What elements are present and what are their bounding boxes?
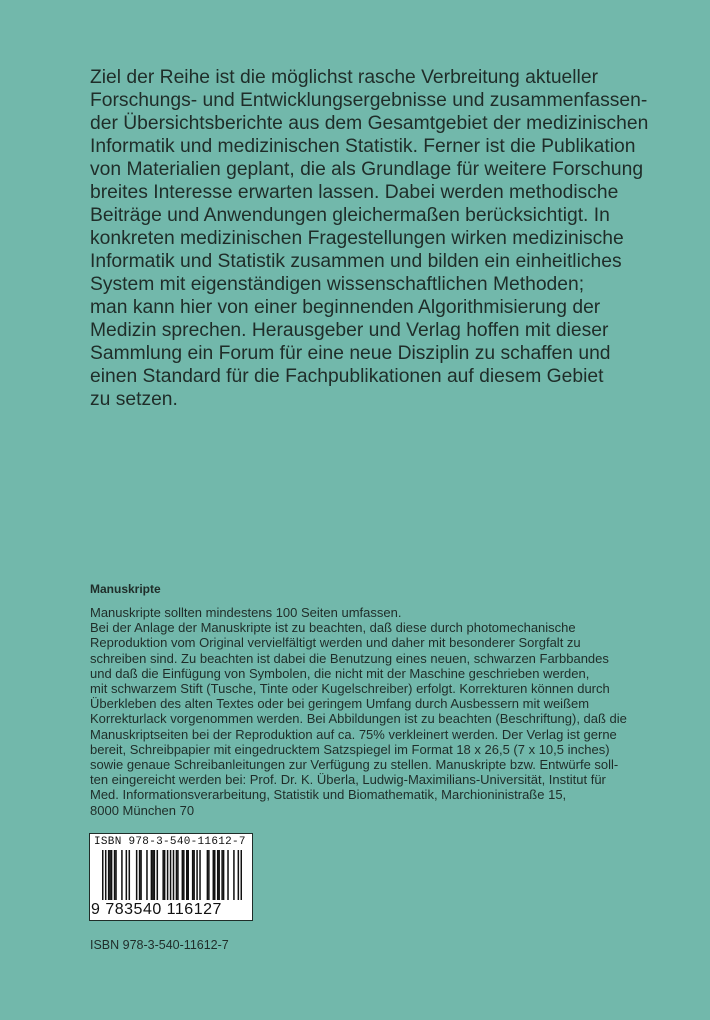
barcode-bar [176,850,178,900]
barcode-bar [126,850,128,900]
barcode-bar [187,850,189,900]
intro-line: der Übersichtsberichte aus dem Gesamtgebiet der medizinischen [90,113,649,134]
barcode-bar [199,850,201,900]
barcode-bar [108,850,110,900]
barcode-bar [109,850,111,900]
barcode-bar [177,850,179,900]
barcode-bar [151,850,153,900]
manuskripte-line: 8000 München 70 [90,802,195,818]
barcode-bar [223,850,225,900]
intro-line: Sammlung ein Forum für eine neue Disziplin zu schaffen und [90,343,611,364]
barcode-bar [233,850,235,900]
manuskripte-heading: Manuskripte [90,582,161,596]
manuskripte-line: sowie genaue Schreibanleitungen zur Verfügung zu stellen. Manuskripte bzw. Entwürfe soll- [90,757,619,773]
manuskripte-line: mit schwarzem Stift (Tusche, Tinte oder Kugelschreiber) erfolgt. Korrekturen können durch [90,681,610,697]
barcode-bar [238,850,240,900]
intro-line: breites Interesse erwarten lassen. Dabei werden methodische [90,182,619,203]
barcode-bar [167,850,169,900]
barcode-bar [186,850,188,900]
barcode-bar [193,850,195,900]
barcode-bar [173,850,175,900]
barcode-bar [146,850,148,900]
intro-line: Informatik und Statistik zusammen und bilden ein einheitliches [90,251,622,272]
barcode-bar [121,850,123,900]
barcode-bar [157,850,159,900]
barcode-bar [139,850,141,900]
intro-line: von Materialien geplant, die als Grundlage für weitere Forschung [90,159,644,180]
manuskripte-instructions [90,605,650,818]
intro-line: System mit eigenständigen wissenschaftlichen Methoden; [90,274,585,295]
barcode-bar [105,850,107,900]
barcode-bar [154,850,156,900]
barcode-bar [102,850,104,900]
intro-line: Informatik und medizinischen Statistik. Ferner ist die Publikation [90,136,636,157]
barcode-bar [217,850,219,900]
manuskripte-line: Med. Informationsverarbeitung, Statistik und Biomathematik, Marchioninistraße 15, [90,787,567,803]
barcode-bar [208,850,210,900]
barcode-bar [129,850,131,900]
barcode-bar [218,850,220,900]
barcode-isbn-text: ISBN 978-3-540-11612-7 [94,836,246,848]
manuskripte-line: Manuskriptseiten bei der Reproduktion auf ca. 75% verkleinert werden. Der Verlag ist gerne [90,726,617,742]
manuskripte-line: Reproduktion vom Original vervielfältigt werden und daher mit besonderer Sorgfalt zu [90,635,581,651]
barcode-bar [192,850,194,900]
barcode-bar [114,850,116,900]
intro-line: Beiträge und Anwendungen gleichermaßen berücksichtigt. In [90,205,610,226]
barcode-bar [213,850,215,900]
isbn-footer: ISBN 978-3-540-11612-7 [90,938,229,952]
intro-line: zu setzen. [90,389,178,410]
barcode-bar [152,850,154,900]
manuskripte-line: bereit, Schreibpapier mit eingedrucktem Satzspiegel im Format 18 x 26,5 (7 x 10,5 inches) [90,741,610,757]
series-description [90,66,652,411]
barcode-bar [164,850,166,900]
barcode-bar [170,850,172,900]
isbn-barcode [89,833,253,921]
barcode-bar [140,850,142,900]
intro-line: Ziel der Reihe ist die möglichst rasche Verbreitung aktueller [90,67,598,88]
manuskripte-line: Überkleben des alten Textes oder bei geringem Umfang durch Ausbessern mit weißem [90,696,590,712]
manuskripte-line: Manuskripte sollten mindestens 100 Seiten umfassen. [90,605,402,620]
barcode-bars [102,850,242,900]
barcode-bar [241,850,242,900]
barcode-digits: 9 783540 116127 [91,901,222,918]
barcode-bar [183,850,185,900]
manuskripte-line: Korrekturlack vorgenommen werden. Bei Abbildungen ist zu beachten (Beschriftung), daß die [90,711,627,727]
barcode-bar [207,850,209,900]
barcode-bar [221,850,223,900]
barcode-bar [162,850,164,900]
barcode-bar [227,850,229,900]
intro-line: Medizin sprechen. Herausgeber und Verlag hoffen mit dieser [90,320,609,341]
barcode-bar [196,850,198,900]
intro-line: einen Standard für die Fachpublikationen auf diesem Gebiet [90,366,604,387]
barcode-bar [115,850,117,900]
intro-line: Forschungs- und Entwicklungsergebnisse und zusammenfassen- [90,90,648,111]
manuskripte-line: Bei der Anlage der Manuskripte ist zu beachten, daß diese durch photomechanische [90,620,576,636]
manuskripte-line: und daß die Einfügung von Symbolen, die nicht mit der Maschine geschrieben werden, [90,665,590,681]
barcode-bar [182,850,184,900]
barcode-bar [136,850,138,900]
barcode-bar [111,850,113,900]
intro-line: man kann hier von einer beginnenden Algorithmisierung der [90,297,601,318]
barcode-bar [214,850,216,900]
manuskripte-line: ten eingereicht werden bei: Prof. Dr. K. Überla, Ludwig-Maximilians-Universität, Institut für [90,772,606,788]
intro-line: konkreten medizinischen Fragestellungen wirken medizinische [90,228,624,249]
manuskripte-line: schreiben sind. Zu beachten ist dabei die Benutzung eines neuen, schwarzen Farbbandes [90,650,609,666]
